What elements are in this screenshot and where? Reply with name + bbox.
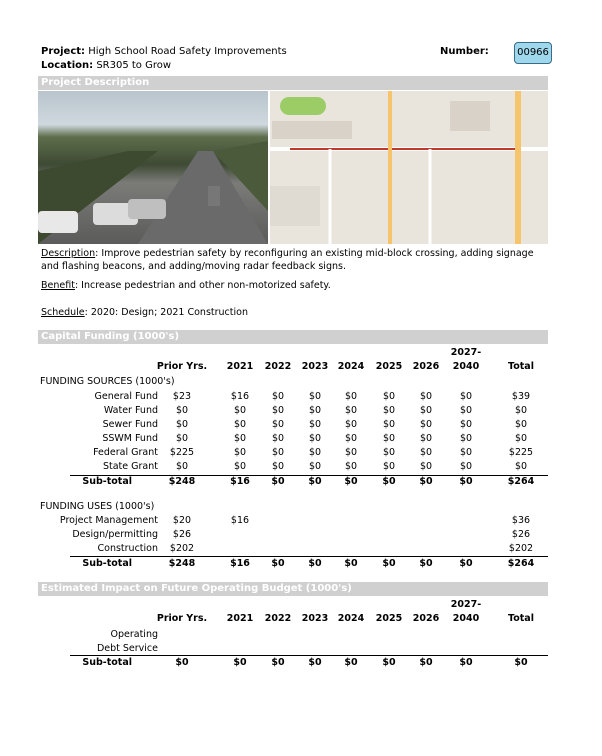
uses-subtotal-val-3: $0 — [308, 558, 322, 569]
impact-col-4: 2024 — [337, 613, 365, 624]
source-row-0-val-4: $0 — [344, 391, 358, 402]
sources-subtotal-label: Sub-total — [82, 476, 132, 487]
source-row-4-label: Federal Grant — [93, 447, 158, 458]
impact-col-2027-bottom: 2040 — [452, 613, 480, 624]
source-row-1-val-3: $0 — [308, 405, 322, 416]
source-row-0-val-0: $23 — [172, 391, 192, 402]
uses-subtotal-val-8: $264 — [507, 558, 535, 569]
uses-subtotal-line — [70, 556, 548, 557]
impact-subtotal-val-1: $0 — [233, 657, 247, 668]
source-row-5-val-6: $0 — [419, 461, 433, 472]
impact-col-2: 2022 — [264, 613, 292, 624]
location-label: Location: — [41, 60, 94, 71]
sources-subtotal-val-5: $0 — [382, 476, 396, 487]
source-row-0-label: General Fund — [94, 391, 158, 402]
source-row-3-val-2: $0 — [271, 433, 285, 444]
schedule-label: Schedule — [41, 307, 85, 318]
source-row-1-val-8: $0 — [514, 405, 528, 416]
source-row-1-val-6: $0 — [419, 405, 433, 416]
uses-subtotal-val-0: $248 — [168, 558, 196, 569]
location-map — [270, 91, 548, 244]
source-row-1-val-0: $0 — [175, 405, 189, 416]
section-project-description: Project Description — [38, 76, 548, 90]
capital-col-2027-bottom: 2040 — [452, 361, 480, 372]
source-row-5-val-8: $0 — [514, 461, 528, 472]
source-row-3-val-6: $0 — [419, 433, 433, 444]
source-row-5-val-1: $0 — [233, 461, 247, 472]
source-row-2-val-0: $0 — [175, 419, 189, 430]
funding-uses-heading: FUNDING USES (1000's) — [40, 501, 155, 512]
sources-subtotal-val-6: $0 — [419, 476, 433, 487]
source-row-3-val-8: $0 — [514, 433, 528, 444]
project-name: High School Road Safety Improvements — [88, 46, 287, 57]
impact-row-0-label: Operating — [110, 629, 158, 640]
source-row-4-val-2: $0 — [271, 447, 285, 458]
location-value: SR305 to Grow — [96, 60, 172, 71]
sources-subtotal-val-3: $0 — [308, 476, 322, 487]
source-row-4-val-8: $225 — [508, 447, 534, 458]
sources-subtotal-val-8: $264 — [507, 476, 535, 487]
impact-col-5: 2025 — [375, 613, 403, 624]
source-row-0-val-1: $16 — [230, 391, 250, 402]
use-row-1-val-8: $26 — [511, 529, 531, 540]
use-row-0-val-1: $16 — [230, 515, 250, 526]
capital-col-0: Prior Yrs. — [156, 361, 208, 372]
project-number-box: 00966 — [514, 42, 552, 64]
capital-col-5: 2025 — [375, 361, 403, 372]
source-row-5-val-5: $0 — [382, 461, 396, 472]
impact-subtotal-label: Sub-total — [82, 657, 132, 668]
use-row-1-val-0: $26 — [172, 529, 192, 540]
source-row-2-val-4: $0 — [344, 419, 358, 430]
source-row-5-val-7: $0 — [459, 461, 473, 472]
source-row-3-val-1: $0 — [233, 433, 247, 444]
use-row-2-label: Construction — [97, 543, 158, 554]
source-row-1-val-7: $0 — [459, 405, 473, 416]
source-row-3-label: SSWM Fund — [102, 433, 158, 444]
capital-col-4: 2024 — [337, 361, 365, 372]
source-row-4-val-0: $225 — [169, 447, 195, 458]
source-row-5-val-3: $0 — [308, 461, 322, 472]
source-row-4-val-3: $0 — [308, 447, 322, 458]
source-row-0-val-5: $0 — [382, 391, 396, 402]
source-row-1-val-2: $0 — [271, 405, 285, 416]
impact-subtotal-val-0: $0 — [175, 657, 189, 668]
impact-col-0: Prior Yrs. — [156, 613, 208, 624]
street-photo — [38, 91, 268, 244]
impact-col-8: Total — [508, 613, 534, 624]
description-text: : Improve pedestrian safety by reconfiguring an existing mid-block crossing, adding signage and flashing beacons, and adding/moving radar feedback signs. — [41, 248, 534, 272]
source-row-4-val-5: $0 — [382, 447, 396, 458]
capital-col-2: 2022 — [264, 361, 292, 372]
capital-col-3: 2023 — [301, 361, 329, 372]
source-row-2-val-2: $0 — [271, 419, 285, 430]
impact-row-1-label: Debt Service — [96, 643, 158, 654]
uses-subtotal-val-1: $16 — [230, 558, 250, 569]
impact-subtotal-val-5: $0 — [382, 657, 396, 668]
source-row-1-val-1: $0 — [233, 405, 247, 416]
impact-col-6: 2026 — [412, 613, 440, 624]
description-paragraph — [41, 247, 546, 273]
uses-subtotal-label: Sub-total — [82, 558, 132, 569]
source-row-3-val-3: $0 — [308, 433, 322, 444]
source-row-0-val-6: $0 — [419, 391, 433, 402]
source-row-4-val-4: $0 — [344, 447, 358, 458]
project-line — [41, 46, 287, 57]
source-row-3-val-7: $0 — [459, 433, 473, 444]
source-row-4-val-6: $0 — [419, 447, 433, 458]
impact-subtotal-val-2: $0 — [271, 657, 285, 668]
source-row-3-val-0: $0 — [175, 433, 189, 444]
source-row-1-val-4: $0 — [344, 405, 358, 416]
source-row-2-label: Sewer Fund — [102, 419, 158, 430]
source-row-5-val-2: $0 — [271, 461, 285, 472]
capital-col-2027-top: 2027- — [450, 347, 482, 358]
impact-col-2027-top: 2027- — [450, 599, 482, 610]
capital-col-6: 2026 — [412, 361, 440, 372]
source-row-3-val-4: $0 — [344, 433, 358, 444]
impact-col-1: 2021 — [226, 613, 254, 624]
benefit-label: Benefit — [41, 280, 75, 291]
uses-subtotal-val-4: $0 — [344, 558, 358, 569]
impact-subtotal-val-6: $0 — [419, 657, 433, 668]
number-label: Number: — [440, 46, 489, 57]
sources-subtotal-val-0: $248 — [168, 476, 196, 487]
source-row-1-label: Water Fund — [103, 405, 158, 416]
use-row-2-val-0: $202 — [169, 543, 195, 554]
sources-subtotal-val-2: $0 — [271, 476, 285, 487]
source-row-3-val-5: $0 — [382, 433, 396, 444]
source-row-0-val-3: $0 — [308, 391, 322, 402]
impact-col-3: 2023 — [301, 613, 329, 624]
uses-subtotal-val-7: $0 — [459, 558, 473, 569]
impact-subtotal-line — [70, 655, 548, 656]
impact-subtotal-val-8: $0 — [514, 657, 528, 668]
street-photo-drawing — [38, 91, 268, 244]
section-capital-funding: Capital Funding (1000's) — [38, 330, 548, 344]
source-row-0-val-8: $39 — [511, 391, 531, 402]
source-row-5-val-4: $0 — [344, 461, 358, 472]
source-row-2-val-3: $0 — [308, 419, 322, 430]
capital-col-8: Total — [508, 361, 534, 372]
schedule-text: : 2020: Design; 2021 Construction — [84, 307, 248, 318]
impact-subtotal-val-4: $0 — [344, 657, 358, 668]
benefit-paragraph — [41, 280, 331, 291]
project-label: Project: — [41, 46, 86, 57]
impact-subtotal-val-3: $0 — [308, 657, 322, 668]
location-line — [41, 60, 171, 71]
source-row-4-val-7: $0 — [459, 447, 473, 458]
use-row-1-label: Design/permitting — [72, 529, 158, 540]
use-row-0-val-0: $20 — [172, 515, 192, 526]
source-row-0-val-2: $0 — [271, 391, 285, 402]
source-row-2-val-6: $0 — [419, 419, 433, 430]
uses-subtotal-val-5: $0 — [382, 558, 396, 569]
use-row-2-val-8: $202 — [508, 543, 534, 554]
source-row-2-val-5: $0 — [382, 419, 396, 430]
capital-col-1: 2021 — [226, 361, 254, 372]
source-row-5-label: State Grant — [102, 461, 158, 472]
source-row-0-val-7: $0 — [459, 391, 473, 402]
source-row-2-val-7: $0 — [459, 419, 473, 430]
use-row-0-label: Project Management — [59, 515, 158, 526]
source-row-1-val-5: $0 — [382, 405, 396, 416]
sources-subtotal-val-4: $0 — [344, 476, 358, 487]
benefit-text: : Increase pedestrian and other non-motorized safety. — [74, 280, 331, 291]
use-row-0-val-8: $36 — [511, 515, 531, 526]
schedule-paragraph — [41, 307, 248, 318]
impact-subtotal-val-7: $0 — [459, 657, 473, 668]
source-row-2-val-8: $0 — [514, 419, 528, 430]
location-map-drawing — [270, 91, 548, 244]
source-row-4-val-1: $0 — [233, 447, 247, 458]
uses-subtotal-val-2: $0 — [271, 558, 285, 569]
sources-subtotal-val-1: $16 — [230, 476, 250, 487]
source-row-5-val-0: $0 — [175, 461, 189, 472]
source-row-2-val-1: $0 — [233, 419, 247, 430]
description-label: Description — [41, 248, 96, 259]
section-operating-impact: Estimated Impact on Future Operating Budget (1000's) — [38, 582, 548, 596]
uses-subtotal-val-6: $0 — [419, 558, 433, 569]
funding-sources-heading: FUNDING SOURCES (1000's) — [40, 376, 175, 387]
sources-subtotal-val-7: $0 — [459, 476, 473, 487]
